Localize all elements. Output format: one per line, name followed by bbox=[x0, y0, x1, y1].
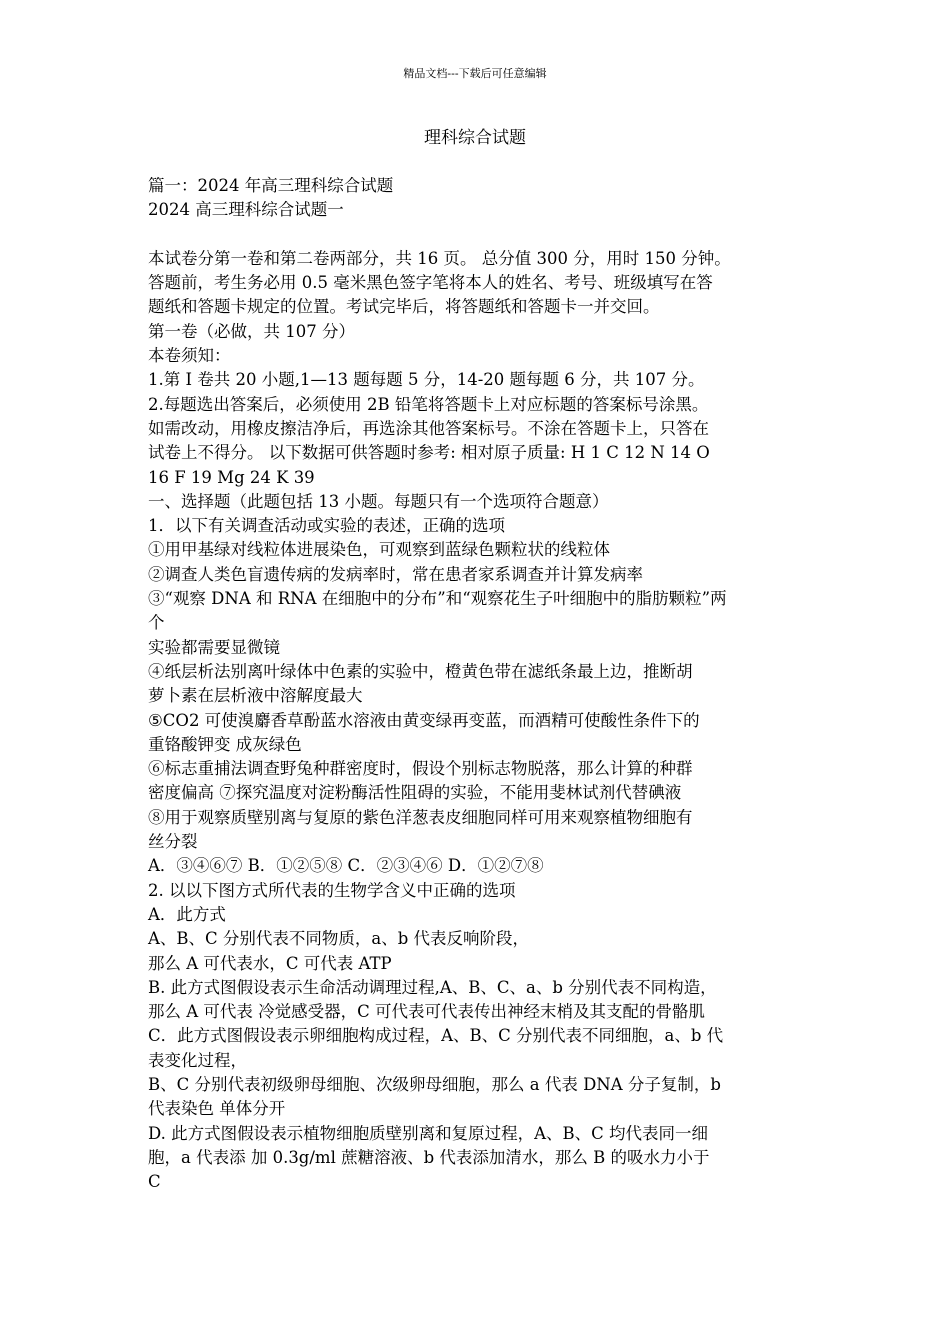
text-line: 本卷须知： bbox=[148, 346, 231, 366]
text-line: 1.第 I 卷共 20 小题,1—13 题每题 5 分，14-20 题每题 6 分，共 107 分。 bbox=[148, 370, 705, 390]
header-note: 精品文档---下载后可任意编辑 bbox=[403, 67, 547, 80]
option-line: ③“观察 DNA 和 RNA 在细胞中的分布”和“观察花生子叶细胞中的脂肪颗粒”两 bbox=[148, 589, 727, 609]
option-line: ④纸层析法别离叶绿体中色素的实验中，橙黄色带在滤纸条最上边，推断胡 bbox=[148, 661, 693, 681]
option-line: ⑧用于观察质壁别离与复原的紫色洋葱表皮细胞同样可用来观察植物细胞有 bbox=[148, 807, 693, 827]
question-2: 2. 以以下图方式所代表的生物学含义中正确的选项 bbox=[148, 880, 516, 900]
text-line: 16 F 19 Mg 24 K 39 bbox=[148, 467, 315, 487]
text-line: 篇一：2024 年高三理科综合试题 bbox=[148, 176, 394, 195]
option-line: ①用甲基绿对线粒体进展染色，可观察到蓝绿色颗粒状的线粒体 bbox=[148, 540, 610, 560]
option-line: 密度偏高 ⑦探究温度对淀粉酶活性阻碍的实验，不能用斐林试剂代替碘液 bbox=[148, 783, 682, 803]
option-line: A、B、C 分别代表不同物质，a、b 代表反响阶段， bbox=[148, 929, 530, 949]
blank-line bbox=[148, 223, 808, 247]
answer-choices: A．③④⑥⑦ B．①②⑤⑧ C．②③④⑥ D．①②⑦⑧ bbox=[148, 856, 544, 876]
option-line: D. 此方式图假设表示植物细胞质壁别离和复原过程，A、B、C 均代表同一细 bbox=[148, 1123, 709, 1143]
option-line: 重铬酸钾变 成灰绿色 bbox=[148, 734, 302, 754]
option-line: 那么 A 可代表水，C 可代表 ATP bbox=[148, 953, 392, 973]
option-line: C bbox=[148, 1172, 161, 1192]
text-line: 如需改动，用橡皮擦洁净后，再选涂其他答案标号。不涂在答题卡上，只答在 bbox=[148, 418, 709, 438]
option-line: C．此方式图假设表示卵细胞构成过程，A、B、C 分别代表不同细胞，a、b 代 bbox=[148, 1026, 724, 1046]
text-line: 第一卷（必做，共 107 分） bbox=[148, 321, 355, 341]
text-line: 2.每题选出答案后，必须使用 2B 铅笔将答题卡上对应标题的答案标号涂黑。 bbox=[148, 394, 709, 414]
option-line: 那么 A 可代表 冷觉感受器，C 可代表可代表传出神经末梢及其支配的骨骼肌 bbox=[148, 1002, 706, 1022]
option-line: B. 此方式图假设表示生命活动调理过程,A、B、C、a、b 分别代表不同构造， bbox=[148, 977, 717, 997]
option-line: 胞，a 代表添 加 0.3g/ml 蔗糖溶液、b 代表添加清水，那么 B 的吸水力小于 bbox=[148, 1147, 710, 1167]
option-line: 代表染色 单体分开 bbox=[148, 1099, 286, 1119]
document-title: 理科综合试题 bbox=[424, 128, 526, 148]
text-line: 本试卷分第一卷和第二卷两部分，共 16 页。 总分值 300 分，用时 150 分钟。 bbox=[148, 248, 731, 268]
text-line: 试卷上不得分。 以下数据可供答题时参考: 相对原子质量: H 1 C 12 N 14 O bbox=[148, 443, 710, 463]
option-line: 丝分裂 bbox=[148, 832, 198, 852]
option-line: 萝卜素在层析液中溶解度最大 bbox=[148, 686, 363, 706]
text-line: 2024 高三理科综合试题一 bbox=[148, 200, 344, 220]
text-line: 答题前，考生务必用 0.5 毫米黑色签字笔将本人的姓名、考号、班级填写在答 bbox=[148, 273, 713, 293]
option-line: 个 bbox=[148, 613, 165, 633]
option-line: 表变化过程， bbox=[148, 1050, 247, 1070]
option-line: A．此方式 bbox=[148, 904, 226, 924]
option-line: ②调查人类色盲遗传病的发病率时，常在患者家系调查并计算发病率 bbox=[148, 564, 643, 584]
option-line: B、C 分别代表初级卵母细胞、次级卵母细胞，那么 a 代表 DNA 分子复制，b bbox=[148, 1074, 721, 1094]
document-body bbox=[148, 174, 808, 1194]
option-line: ⑥标志重捕法调查野兔种群密度时，假设个别标志物脱落，那么计算的种群 bbox=[148, 759, 693, 779]
section-heading: 一、选择题（此题包括 13 小题。每题只有一个选项符合题意） bbox=[148, 491, 609, 511]
text-line: 题纸和答题卡规定的位置。考试完毕后，将答题纸和答题卡一并交回。 bbox=[148, 297, 660, 317]
option-line: ⑤CO2 可使溴麝香草酚蓝水溶液由黄变绿再变蓝，而酒精可使酸性条件下的 bbox=[148, 710, 700, 730]
option-line: 实验都需要显微镜 bbox=[148, 637, 280, 657]
question-1: 1．以下有关调查活动或实验的表述，正确的选项 bbox=[148, 516, 505, 536]
